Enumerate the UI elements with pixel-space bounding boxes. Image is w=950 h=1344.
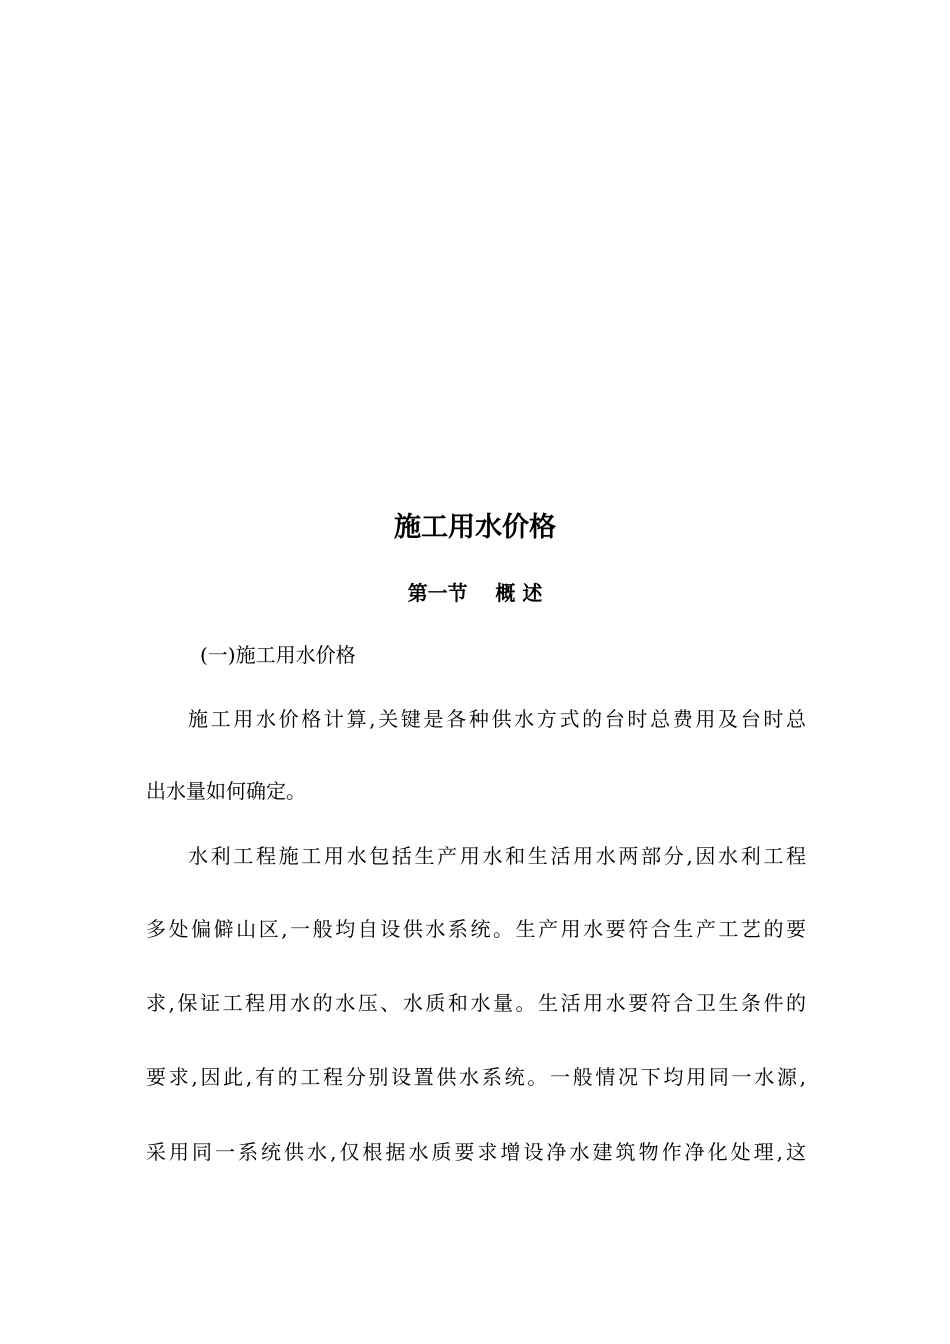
section-heading: 第一节 概 述 — [407, 581, 543, 605]
subheading: (一)施工用水价格 — [200, 643, 356, 667]
paragraph-line: 水利工程施工用水包括生产用水和生活用水两部分,因水利工程 — [188, 844, 806, 868]
paragraph-line: 出水量如何确定。 — [146, 779, 306, 803]
paragraph-line: 采用同一系统供水,仅根据水质要求增设净水建筑物作净化处理,这 — [146, 1140, 806, 1164]
paragraph-line: 施工用水价格计算,关键是各种供水方式的台时总费用及台时总 — [188, 707, 806, 731]
paragraph-line: 要求,因此,有的工程分别设置供水系统。一般情况下均用同一水源, — [146, 1065, 806, 1089]
page-title: 施工用水价格 — [394, 512, 556, 543]
paragraph-line: 多处偏僻山区,一般均自设供水系统。生产用水要符合生产工艺的要 — [146, 917, 806, 941]
paragraph-line: 求,保证工程用水的水压、水质和水量。生活用水要符合卫生条件的 — [146, 991, 806, 1015]
